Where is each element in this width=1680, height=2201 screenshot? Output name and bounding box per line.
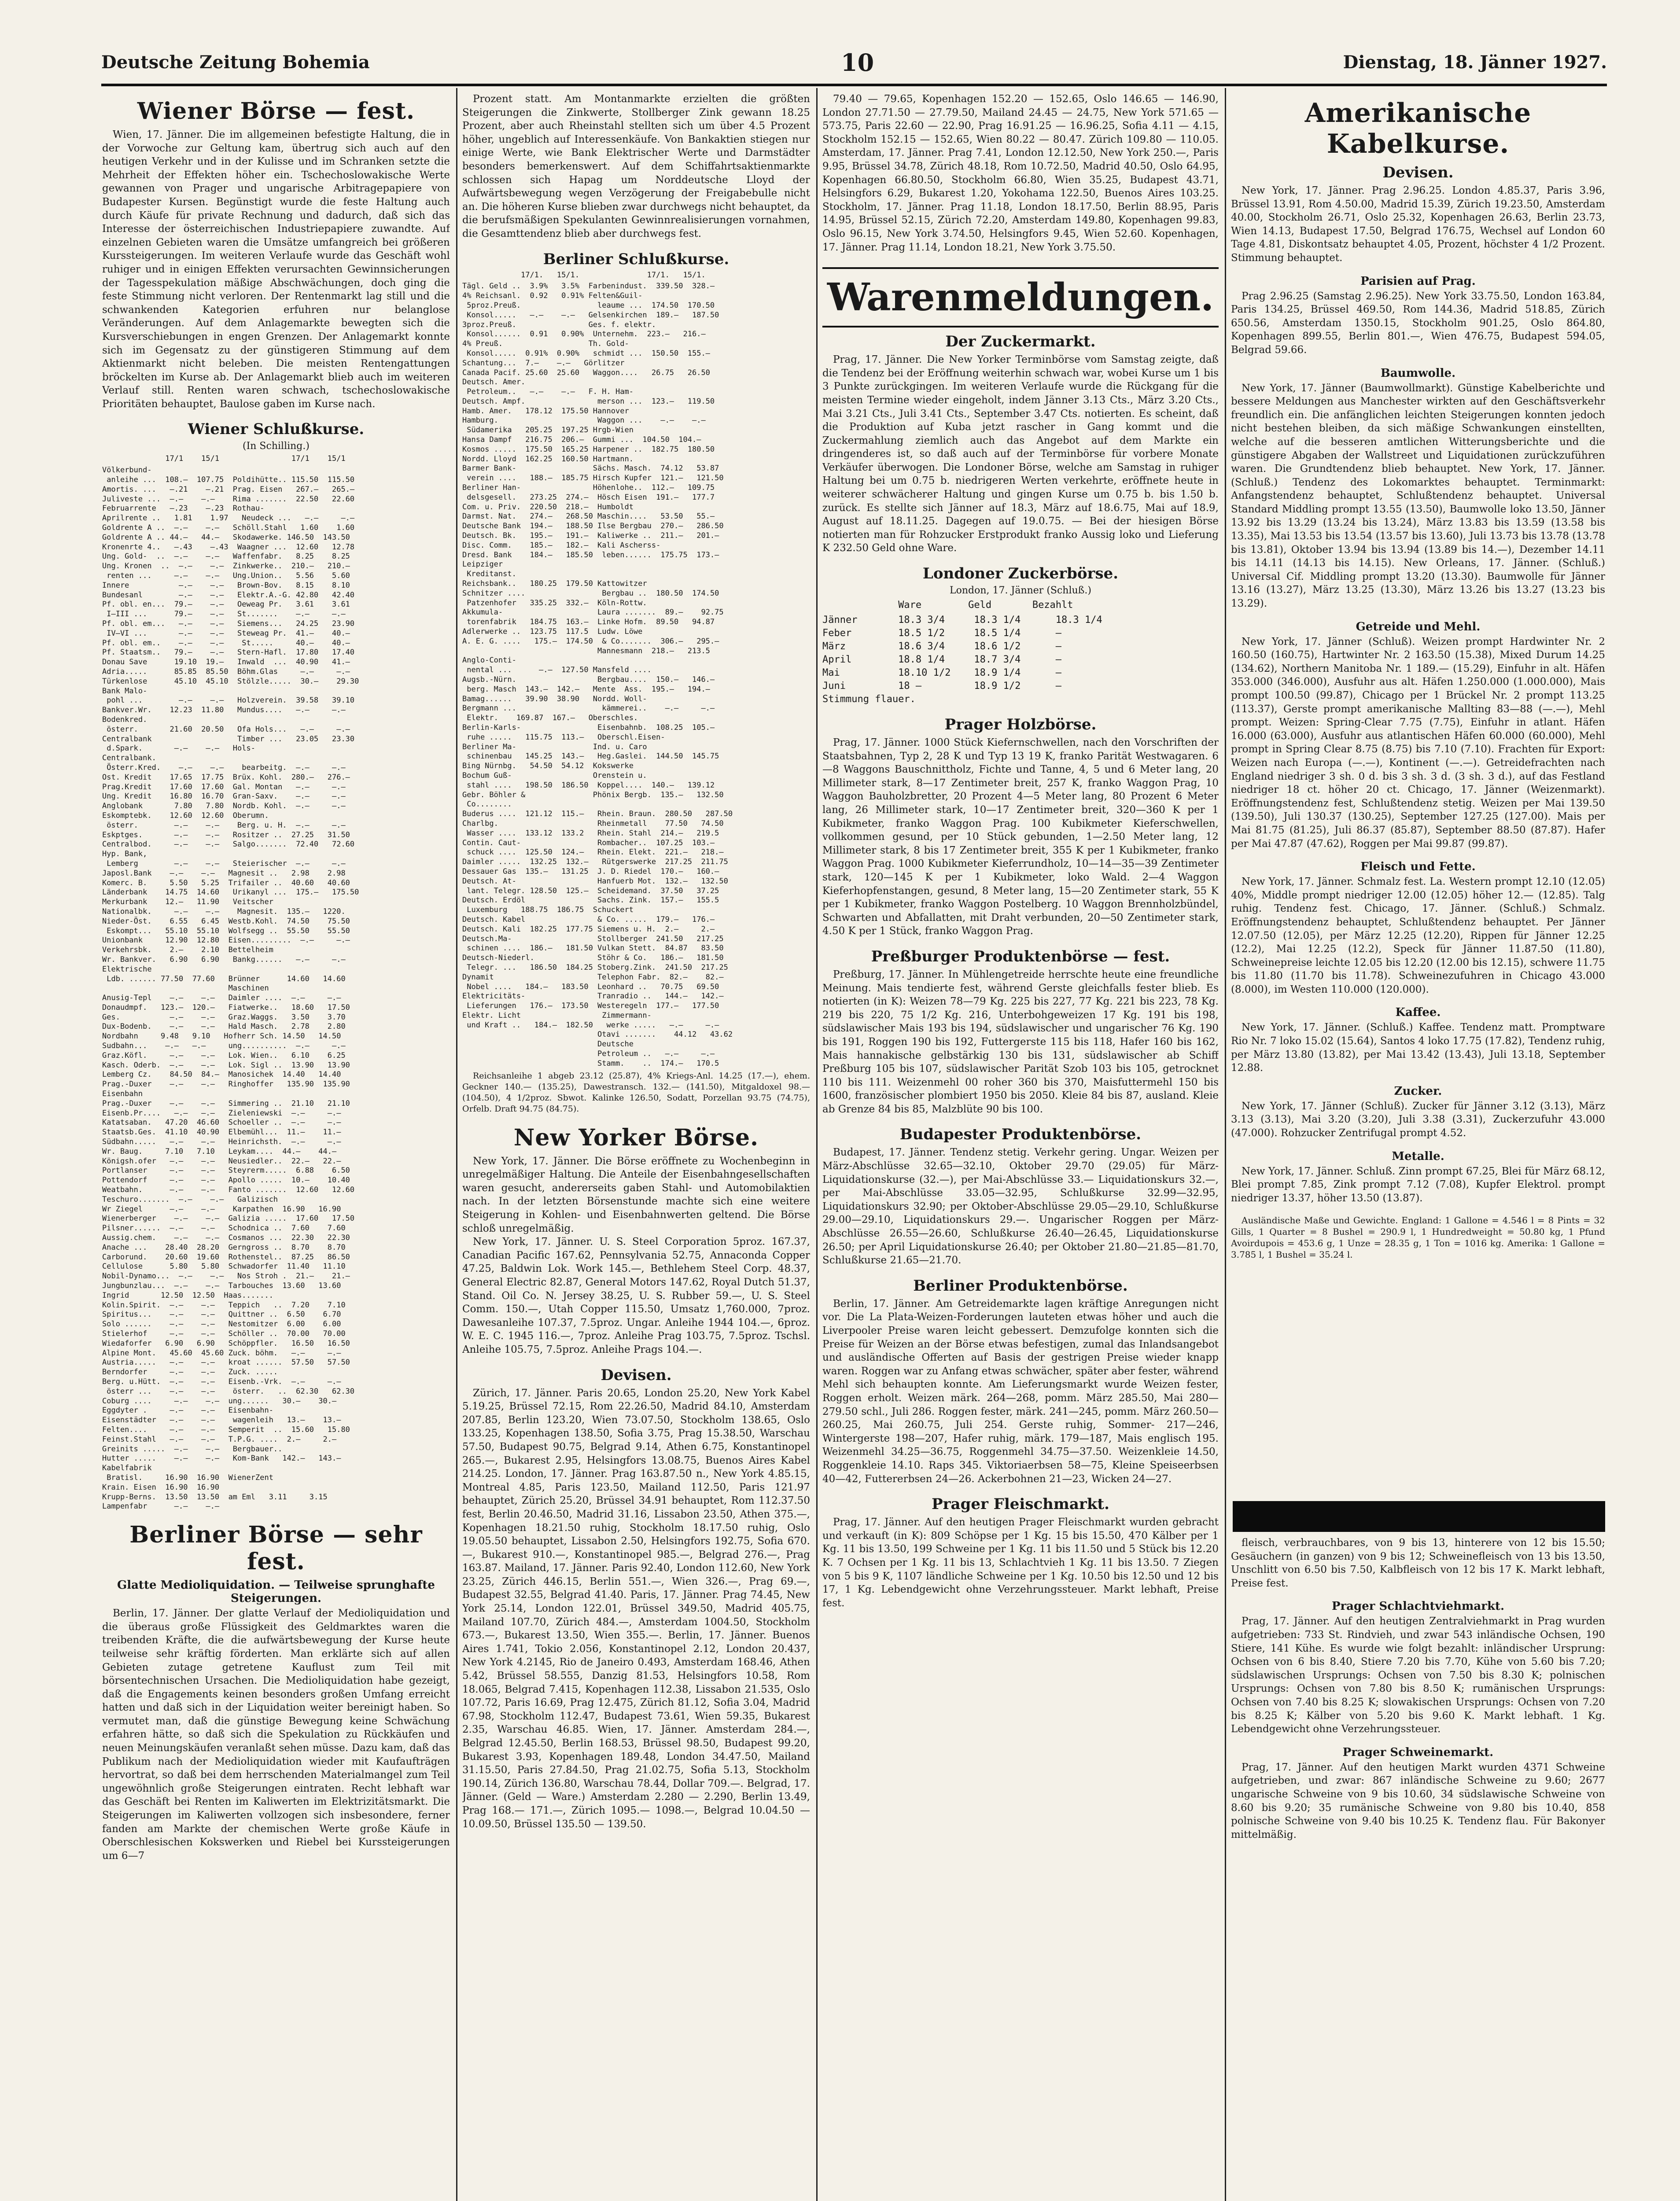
table-row: Jungbunzlau... —.— —.— Tarbouches 13.60 13.60: [102, 1281, 341, 1290]
masse-article: [1231, 1215, 1605, 1260]
table-row: Pilsner...... —.— —.— Schodnica .. 7.60 7.60: [102, 1224, 346, 1233]
table-row: Ingrid 12.50 12.50 Haas.......: [102, 1291, 283, 1300]
table-row: Prag.Kredit 17.60 17.60 Gal. Montan —.— —.—: [102, 782, 346, 791]
table-row: Mai 18.10 1/2 18.9 1/4 —: [822, 667, 1062, 679]
holz-heading: Prager Holzbörse.: [944, 716, 1097, 734]
table-row: Februarrente —.23 —.23 Rothau-: [102, 504, 291, 513]
table-row: schuck .... 125.50 124.— Rhein. Elekt. 221.— 218.—: [462, 848, 724, 857]
baumwolle-text: New York, 17. Jänner (Baumwollmarkt). Günstige Kabelberichte und bessere Meldungen aus Manchester wirkten auf den Geschäftsverkehr freundlich ein. Die anfänglichen leichten Steigerungen konnten jedoch nicht bestehen bleiben, da sich mäßige Schwankungen einstellten, welche auf die besseren amtlichen Witterungsberichte und die günstigere Abgaben der Wallstreet und Liquidationen zurückzuführen waren. Die Grundtendenz blieb behauptet. New York, 17. Jänner. (Schluß.) Tendenz des Lokomarktes behauptet. Terminmarkt: Anfangstendenz behauptet, Schlußtendenz behauptet. Universal Standard Middling prompt 13.55 (13.50), Baumwolle loko 13.50, Jänner 13.92 bis 13.29 (13.24 bis 13.24), März 13.83 bis 13.59 (13.58 bis 13.35), Mai 13.53 bis 13.54 (13.57 bis 13.60), Juli 13.73 bis 13.78 (13.78 bis 13.81), Oktober 13.94 bis 13.94 (13.89 bis 14.—), Dezember 14.11 bis 14.11 (14.13 bis 14.15). New Orleans, 17. Jänner. (Schluß.) Universal Cif. Middling prompt 13.20 (13.30). Baumwolle für Jänner 13.16 (13.27), März 13.25 (13.30), März 13.26 bis 13.27 (13.23 bis 13.29).: [1231, 382, 1605, 610]
pressburg-text: Preßburg, 17. Jänner. In Mühlengetreide herrschte heute eine freundliche Meinung. Mais tendierte fest, während Gerste gleichfalls fester blieb. Es notierten (in K): Weizen 78—79 Kg. 225 bis 227, 77 Kg. 221 bis 223, 78 Kg. 219 bis 220, 75 1/2 Kg. 216, Unterbohgeweizen 17 Kg. 191 bis 198, südslawischer Mais 193 bis 194, südslawischer und ungarischer 76 Kg. 190 bis 191, Roggen 190 bis 192, Futtergerste 115 bis 118, Hafer 160 bis 162, Mais hannakische gelbstärkig 130 bis 131, südslawischer ab Schiff Preßburg 105 bis 107, südslawischer Parität Szob 103 bis 105, getrocknet 110 bis 111. Weizenmehl 00 roher 360 bis 370, Maisfuttermehl 150 bis 1600, französischer plombiert 1950 bis 2050. Kleie 84 bis 87, ausland. Kleie ab Grenze 84 bis 85, Malzblüte 90 bis 100.: [822, 968, 1219, 1115]
table-row: Prag.-Duxer —.— —.— Ringhoffer 135.90 135.90: [102, 1080, 350, 1089]
table-row: Donaudmpf. 123.— 120.— Fiatwerke.. 18.60 17.50: [102, 1003, 350, 1012]
table-row: Berlin-Karls- Eisenbahnb. 108.25 105.—: [462, 723, 715, 732]
table-row: IV—VI ... —.— —.— Steweag Pr. 41.— 40.—: [102, 629, 350, 638]
paris-text: Prag 2.96.25 (Samstag 2.96.25). New York 33.75.50, London 163.84, Paris 134.25, Brüssel 469.50, Rom 144.36, Madrid 518.85, Zürich 650.56, Amsterdam 1350.15, Stockholm 901.25, Oslo 864.80, Kopenhagen 899.55, Berlin 801.—, Wien 476.75, Budapest 594.05, Belgrad 59.66.: [1231, 290, 1605, 356]
table-row: Berg. u.Hütt. —.— —.— Eisenb.-Vrk. —.— —.—: [102, 1377, 341, 1386]
table-row: Amortis. ... —.21 —.21 Prag. Eisen 267.— 265.—: [102, 485, 355, 494]
berlin-text: Berlin, 17. Jänner. Der glatte Verlauf der Medioliquidation und die überaus große Flüssigkeit des Geldmarktes waren die treibenden Kräfte, die die aufwärtsbewegung der Kurse heute teilweise sehr kräftig förderten. Man erklärte sich auf allen Gebieten zutage getretene Kauflust zum Teil mit börsentechnischen Ursachen. Die Medioliquidation habe gezeigt, daß die Engagements keinen besonders großen Umfang erreicht hatten und daß sich in der Liquidation weiter bereinigt haben. So vermutet man, daß die günstige Bewegung keine Schwächung erfahren hätte, so daß sich die Spekulation zu Rückkäufen und neuen Meinungskäufen veranlaßt sehen müsse. Dazu kam, daß das Publikum nach der Medioliquidation wieder mit Kaufaufträgen hervortrat, so daß bei dem herrschenden Materialmangel zum Teil ungewöhnlich große Steigerungen eintraten. Recht lebhaft war das Geschäft bei Renten im Kaliwerten im Elektrizitätsmarkt. Die Steigerungen im Kaliwerten vollzogen sich insbesondere, ferner fanden am Markte der chemischen Werte große Käufe in Oberschlesischen Kokswerken und Riebel bei Kurssteigerungen um 6—7: [102, 1608, 450, 1862]
page-number: 10: [841, 48, 874, 77]
table-row: Sudbahn... —.— —.— ung.......... —.— —.—: [102, 1042, 346, 1051]
fleisch-article: [822, 1495, 1219, 1610]
berlinprod-article: [822, 1277, 1219, 1486]
table-row: Ldb. ...... 77.50 77.60 Brünner 14.60 14.60: [102, 974, 346, 983]
table-row: Donau Save 19.10 19.— Inwald ... 40.90 41.—: [102, 658, 350, 667]
table-row: Bankver.Wr. 12.23 11.80 Mundus.... —.— —.—: [102, 706, 346, 715]
berlin-heading: Berliner Börse — sehr fest.: [129, 1521, 423, 1575]
table-row: Coburg .... —.— —.— ung...... 30.— 30.—: [102, 1396, 337, 1406]
table-header: Ware Geld Bezahlt: [822, 600, 1073, 611]
berlin-table-heading: Berliner Schlußkurse.: [543, 250, 729, 268]
table-row: Völkerbund-: [102, 466, 179, 475]
table-row: Unionbank 12.90 12.80 Eisen......... —.— —.—: [102, 936, 350, 945]
zucker-text: Prag, 17. Jänner. Die New Yorker Terminbörse vom Samstag zeigte, daß die Tendenz bei der Eröffnung weiterhin schwach war, wobei Kurse um 1 bis 3 Punkte zurückgingen. Im weiteren Verlaufe wurde die Rückgang für die meisten Termine wieder eingeholt, indem Jänner 3.13 Cts., März 3.20 Cts., Mai 3.21 Cts., Juli 3.41 Cts., September 3.47 Cts. notierten. Es scheint, daß die Produktion auf Kuba jetzt rascher in Gang kommt und die Zuckermahlung ziemlich auch das Angebot auf dem Markte ein dringenderes ist, so daß auch auf der Terminbörse für vorbere Monate Verkäufer überwogen. Die Londoner Börse, welche am Samstag in ruhiger Haltung bei um 0.75 b. niedrigeren Werten verkehrte, eröffnete heute in weiterer schwächerer Haltung und gingen Kurse um 0.75 b. bis 1.50 b. zurück. Es stellte sich Jänner auf 18.3, März auf 18.6.75, Mai auf 18.9, August auf 18.11.25. Dagegen auf 19.0.75. — Bei der hiesigen Börse notierten man für Rohzucker Erstprodukt franko Aussig loko und Lieferung K 232.50 Geld ohne Ware.: [822, 354, 1219, 554]
table-row: Bing Nürnbg. 54.50 54.12 Kokswerke: [462, 762, 638, 771]
table-row: Bamag...... 39.90 38.90 Nordd. Woll-: [462, 694, 647, 703]
getreide-heading: Getreide und Mehl.: [1356, 620, 1481, 633]
table-row: Schantung... 7.— —.— Görlitzer: [462, 358, 629, 368]
table-row: Austria..... —.— —.— kroat ...... 57.50 57.50: [102, 1358, 350, 1367]
london-subheading: London, 17. Jänner (Schluß.): [950, 585, 1091, 596]
column-divider: [816, 88, 818, 2201]
wien-heading: Wiener Börse — fest.: [137, 98, 415, 125]
metalle-heading: Metalle.: [1392, 1149, 1444, 1163]
table-row: schinen .... 186.— 181.50 Vulkan Stett. 84.87 83.50: [462, 944, 724, 953]
table-row: Japosl.Bank —.— —.— Magnesit .. 2.98 2.98: [102, 869, 346, 878]
table-row: Hansa Dampf 216.75 206.— Gummi ... 104.50 104.—: [462, 435, 701, 445]
column-divider: [1225, 88, 1226, 2201]
berlinprod-heading: Berliner Produktenbörse.: [913, 1277, 1128, 1295]
table-row: Pottendorf —.— —.— Apollo ..... 10.— 10.40: [102, 1176, 350, 1185]
devisen-text: Zürich, 17. Jänner. Paris 20.65, London 25.20, New York Kabel 5.19.25, Brüssel 72.15, Rom 22.26.50, Madrid 84.10, Amsterdam 207.85, Berlin 123.20, Wien 73.07.50, Stockholm 138.65, Oslo 133.25, Kopenhagen 138.50, Sofia 3.75, Prag 15.38.50, Warschau 57.50, Budapest 90.75, Belgrad 9.14, Athen 6.75, Konstantinopel 265.—, Bukarest 2.95, Helsingfors 13.08.75, Buenos Aires Kabel 214.25. London, 17. Jänner. Prag 163.87.50 n., New York 4.85.15, Montreal 4.85, Paris 123.50, Mailand 112.50, Paris 121.97 behauptet, Zürich 25.20, Brüssel 34.91 behauptet, Rom 112.37.50 fest, Berlin 20.46.50, Madrid 31.16, Lissabon 23.50, Athen 375.—, Kopenhagen 18.21.50 ruhig, Stockholm 18.17.50 ruhig, Oslo 19.05.50 behauptet, Lissabon 2.50, Helsingfors 192.75, Sofia 670.—, Bukarest 910.—, Konstantinopel 985.—, Belgrad 276.—, Prag 163.87. Mailand, 17. Jänner. Paris 92.40, London 112.60, New York 23.25, Zürich 446.15, Berlin 551.—, Wien 326.—, Prag 69.—, Budapest 32.55, Belgrad 41.40. Paris, 17. Jänner. Prag 74.45, New York 25.14, London 122.01, Brüssel 349.50, Madrid 405.75, Mailand 107.70, Zürich 484.—, Amsterdam 1004.50, Stockholm 673.—, Bukarest 13.50, Wien 355.—. Berlin, 17. Jänner. Buenos Aires 1.741, Tokio 2.056, Konstantinopel 2.12, London 20.437, New York 4.2145, Rio de Janeiro 0.493, Amsterdam 168.46, Athen 5.42, Brüssel 58.555, Danzig 81.53, Helsingfors 10.58, Rom 18.065, Belgrad 7.415, Kopenhagen 112.38, Lissabon 21.535, Oslo 107.72, Paris 16.69, Prag 12.475, Zürich 81.12, Sofia 3.04, Madrid 67.98, Stockholm 112.47, Budapest 73.61, Wien 59.35, Bukarest 2.35, Warschau 46.85. Wien, 17. Jänner. Amsterdam 284.—, Belgrad 12.45.50, Berlin 168.53, Brüssel 98.50, Budapest 99.20, Bukarest 3.93, Kopenhagen 189.48, London 34.47.50, Mailand 31.15.50, Paris 27.84.50, Prag 21.02.75, Sofia 5.13, Stockholm 190.14, Zürich 136.80, Warschau 78.44, Dollar 709.—. Belgrad, 17. Jänner. (Geld — Ware.) Amsterdam 2.280 — 2.290, Berlin 13.49, Prag 168.— 171.—, Zürich 1095.— 1098.—, Belgrad 10.04.50 — 10.09.50, Brüssel 135.50 — 139.50.: [462, 1387, 810, 1830]
table-row: Bank Malo-: [102, 686, 174, 696]
table-row: Wiedaforfer 6.90 6.90 Schöppfler. 16.50 16.50: [102, 1339, 350, 1348]
table-row: Bundesanl —.— —.— Elektr.A.-G. 42.80 42.40: [102, 590, 355, 600]
table-row: Kronenrte 4.. —.43 —.43 Waagner ... 12.60 12.78: [102, 542, 355, 552]
table-row: 3proz.Preuß. Ges. f. elektr.: [462, 320, 656, 329]
table-row: Pf. obl. en... 79.— —.— Oeweag Pr. 3.61 3.61: [102, 600, 350, 609]
warenmeldungen-heading: Warenmeldungen.: [822, 267, 1219, 328]
table-row: Wasser .... 133.12 133.2 Rhein. Stahl 214.— 219.5: [462, 828, 719, 838]
table-row: Eskompt... 55.10 55.10 Wolfsegg .. 55.50 55.50: [102, 926, 350, 935]
baumwolle-heading: Baumwolle.: [1380, 366, 1456, 380]
table-row: Bratisl. 16.90 16.90 WienerZent: [102, 1473, 283, 1482]
schlachtvieh-heading: Prager Schlachtviehmarkt.: [1331, 1600, 1505, 1613]
table-row: Carborund. 20.60 19.60 Rothenstel.. 87.25 86.50: [102, 1252, 350, 1262]
berlinprod-text: Berlin, 17. Jänner. Am Getreidemarkte lagen kräftige Anregungen nicht vor. Die La Plata-Weizen-Forderungen lauteten etwas höher und auch die Liverpooler Preise waren leicht gebessert. Demzufolge konnten sich die Preise für Weizen an der Börse etwas befestigen, zumal das Inlandsangebot und ausländische Offerten auf Basis der gestrigen Preise wieder knapp waren. Roggen war zu Anfang etwas schwächer, später aber fester, während Mehl sich behaupten konnte. Am Lieferungsmarkt wurde Weizen fester, Roggen erholt. Weizen märk. 264—268, pomm. März 285.50, Mai 280—279.50 schl., Juli 286. Roggen fester, märk. 241—245, pomm. März 260.50—260.25, Mai 260.75, Juli 254. Gerste ruhig, Sommer- 217—246, Wintergerste 198—207, Hafer ruhig, märk. 179—187, Mais englisch 195. Weizenmehl 34.25—36.75, Roggenmehl 34.75—37.50. Weizenkleie 14.50, Roggenkleie 14.10. Raps 345. Viktoriaerbsen 58—75, Kleine Speiseerbsen 40—42, Futtererbsen 24—26. Ackerbohnen 21—23, Wicken 24—27.: [822, 1298, 1219, 1485]
table-row: A. E. G. .... 175.— 174.50 & Co....... 306.— 295.—: [462, 637, 719, 646]
table-row: Petroleum .. —.— —.—: [462, 1049, 715, 1059]
table-row: Patzenhofer 335.25 332.— Köln-Rottw.: [462, 598, 656, 607]
table-row: Otavi ....... 44.12 43.62: [462, 1030, 733, 1039]
berlin-continuation: [462, 92, 810, 241]
devisen-heading: Devisen.: [601, 1366, 672, 1384]
table-row: Kasch. Oderb. —.— —.— Lok. Sigl .. 13.90 13.90: [102, 1060, 350, 1070]
wien-table-section: [102, 420, 450, 1512]
table-row: Konsol..... —.— —.— Gelsenkirchen 189.— 187.50: [462, 310, 719, 320]
baumwolle-article: [1231, 367, 1605, 611]
table-row: Wienerberger —.— —.— Galizia ..... 17.60 17.50: [102, 1214, 355, 1223]
table-row: ruhe ..... 115.75 113.— Oberschl.Eisen-: [462, 732, 665, 742]
berlin-table: [462, 282, 810, 1068]
getreide-text: New York, 17. Jänner (Schluß). Weizen prompt Hardwinter Nr. 2 160.50 (160.75), Hartwinter Nr. 2 163.50 (15.38), Mixed Durum 14.25 (134.62), Northern Manitoba Nr. 1 189.— (15.29), Einfuhr in alt. Häfen 353.000 (346.000), Ausfuhr aus alt. Häfen 1.250.000 (1.000.000), Mais prompt 100.50 (99.87), Chicago per 1 Brückel Nr. 2 prompt 113.25 (113.37), Gerste prompt amerikanische Mallting 83—88 (—.—), Mehl prompt. Weizen: Spring-Clear 7.75 (7.75), Einfuhr in atlant. Häfen 16.000 (63.000), Ausfuhr aus atlantischen Häfen 60.000 (60.000), Mehl prompt in Spring Clear 8.75 (8.75) bis 7.10 (7.10). Frachten für Export: Weizen nach Europa (—.—), Kontinent (—.—). Getreidefrachten nach England niedriger 3 sh. 0 d. bis 3 sh. 3 d. (3 sh. 3 d.), auf das Festland niedriger 18 ct. höher 20 ct. Chicago, 17. Jänner (Weizenmarkt). Eröffnungstendenz fest, Schlußtendenz stetig. Weizen per Mai 139.50 (139.50), Juli 130.37 (130.25), September 127.25 (127.00). Mais per Mai 81.75 (81.25), Juli 86.37 (85.87), September 88.50 (87.87). Hafer per Mai 47.87 (47.62), Roggen per Mai 99.87 (99.87).: [1231, 636, 1605, 850]
table-row: Nobil-Dynamo... —.— —.— Nos Stroh . 21.— 21.—: [102, 1272, 350, 1281]
getreide-article: [1231, 620, 1605, 851]
devisen-ny-heading: Devisen.: [1382, 164, 1454, 181]
table-row: Buderus .... 121.12 115.— Rhein. Braun. 280.50 287.50: [462, 810, 733, 819]
table-row: Kosmos ..... 175.50 165.25 Harpener .. 182.75 180.50: [462, 445, 715, 454]
table-row: Wr Ziegel —.— —.— Karpathen 16.90 16.90: [102, 1204, 341, 1214]
table-row: Contin. Caut- Rombacher.. 107.25 103.—: [462, 838, 715, 847]
header-rule: [101, 84, 1607, 86]
table-row: verein .... 188.— 185.75 Hirsch Kupfer 121.— 121.50: [462, 474, 724, 483]
table-row: Deutsch.Ma- Stollberger 241.50 217.25: [462, 934, 724, 943]
table-row: Pf. Staatsm.. 79.— —.— Stern-Hafl. 17.80 17.40: [102, 648, 355, 657]
table-row: Staatsb.Ges. 41.10 40.90 Elbemühl... 11.— 11.—: [102, 1128, 341, 1137]
table-row: Weatbahn. —.— —.— Fanto ....... 12.60 12.60: [102, 1185, 355, 1195]
table-row: Juliveste ... —.— —.— Rima ....... 22.50 22.60: [102, 494, 355, 504]
devisen-ny-article: [1231, 164, 1605, 265]
table-row: Nationalbk. —.— —.— Magnesit. 135.— 1220.: [102, 907, 346, 916]
table-row: Eggdyter . —.— —.— Eisenbahn-: [102, 1406, 283, 1415]
table-row: Juni 18 — 18.9 1/2 —: [822, 681, 1062, 692]
table-row: Com. u. Priv. 220.50 218.— Humboldt: [462, 502, 647, 512]
devisen-ny-text: New York, 17. Jänner. Prag 2.96.25. London 4.85.37, Paris 3.96, Brüssel 13.91, Rom 4.50.00, Madrid 15.39, Zürich 19.23.50, Amsterdam 40.00, Stockholm 26.71, Oslo 25.32, Kopenhagen 26.63, Berlin 23.73, Wien 14.13, Budapest 17.50, Belgrad 176.75, Wechsel auf London 60 Tage 4.81, Diskontsatz behauptet 4.05, Prozent, höchster 4 1/2 Prozent. Stimmung behauptet.: [1231, 185, 1605, 264]
table-row: Berliner Ma- Ind. u. Caro: [462, 742, 647, 751]
kaffee-article: [1231, 1006, 1605, 1075]
zucker-heading: Der Zuckermarkt.: [945, 333, 1096, 351]
table-row: Felten.... —.— —.— Semperit .. 15.60 15.80: [102, 1425, 350, 1434]
table-row: Ost. Kredit 17.65 17.75 Brüx. Kohl. 280.— 276.—: [102, 773, 350, 782]
wien-text: Wien, 17. Jänner. Die im allgemeinen befestigte Haltung, die in der Vorwoche zur Geltung kam, übertrug sich auch auf den heutigen Verkehr und in der Kulisse und im Schranken setzte die Mehrheit der Effekten höher ein. Tschechoslowakische Werte gewannen von Prager und ungarische Arbitragepapiere von Budapester Kursen. Begünstigt wurde die feste Haltung auch durch Käufe für private Rechnung und dadurch, daß sich das Interesse der österreichischen Industriepapiere zuwandte. Auf einzelnen Gebieten waren die Umsätze umfangreich bei größeren Kurssteigerungen. Im weiteren Verlaufe wurde das Geschäft wohl ruhiger und in einigen Effekten verursachten Gewinnsicherungen der Tagesspekulation mäßige Abschwächungen, doch ging die feste Stimmung nicht verloren. Der Rentenmarkt lag still und die schwankenden Kategorien erfuhren nur belanglose Veränderungen. Auf dem Anlagemarkte bewegten sich die Kursverschiebungen in engen Grenzen. Der Anlagemarkt konnte sich im Gegensatz zu der günstigeren Stimmung auf dem Aktienmarkt nicht beleben. Die meisten Rentengattungen bröckelten im Kurse ab. Der Anlagemarkt blieb auch im weiteren Verlauf still. Renten waren schwach, tschechoslowakische Prioritäten behauptet, Baulose gaben im Kurse nach.: [102, 129, 450, 410]
table-row: Deutsch. Erdöl Sachs. Zink. 157.— 155.5: [462, 896, 719, 905]
table-row: Berndorfer —.— —.— Zuck. .....: [102, 1368, 283, 1377]
table-row: Greinits ..... —.— —.— Bergbauer..: [102, 1444, 287, 1454]
london-heading: Londoner Zuckerbörse.: [922, 565, 1119, 583]
table-row: berg. Masch 143.— 142.— Mente Ass. 195.— 194.—: [462, 685, 710, 694]
berlin-table-section: [462, 250, 810, 1115]
table-row: Barmer Bank- Sächs. Masch. 74.12 53.87: [462, 464, 719, 473]
table-row: Teschuro....... —.— —.— Galizisch: [102, 1195, 291, 1204]
table-row: Hamburg. Waggon ... —.— —.—: [462, 416, 706, 425]
issue-date: Dienstag, 18. Jänner 1927.: [1343, 52, 1607, 73]
wien-table-subheading: (In Schilling.): [243, 441, 309, 452]
table-row: Konsol...... 0.91 0.90% Unternehm. 223.— 216.—: [462, 330, 706, 339]
table-row: Disc. Comm. 185.— 182.— Kali Ascherss-: [462, 541, 661, 550]
schwein-heading: Prager Schweinemarkt.: [1342, 1745, 1494, 1759]
table-row: Augsb.-Nürn. Bergbau.... 150.— 146.—: [462, 675, 715, 684]
table-row: Aprilrente .. 1.81 1.97 Neudeck ... —.— —.—: [102, 514, 355, 523]
table-row: Eisenstädter —.— —.— wagenleih 13.— 13.—: [102, 1416, 341, 1425]
fleisch-continuation-text: fleisch, verbrauchbares, von 9 bis 13, hinterere von 12 bis 15.50; Gesäuchern (in ganzen) von 9 bis 12; Schweinefleisch von 13 bis 13.50, Unschlitt von 6.50 bis 7.50, Kalbfleisch von 12 bis 17 K. Markt lebhaft, Preise fest.: [1231, 1537, 1605, 1589]
table-row: Leipziger: [462, 560, 508, 569]
masse-text: Ausländische Maße und Gewichte. England: 1 Gallone = 4.546 l = 8 Pints = 32 Gills, 1 Quarter = 8 Bushel = 290.9 l, 1 Hundredweight = 50.80 kg, 1 Pfund Avoirdupois = 453.6 g, 1 Unze = 28.35 g, 1 Ton = 1016 kg. Amerika: 1 Gallone = 3.785 l, 1 Bushel = 35.24 l.: [1231, 1215, 1605, 1260]
table-row: März 18.6 3/4 18.6 1/2 —: [822, 641, 1062, 652]
table-row: Gebr. Böhler & Phönix Bergb. 135.— 132.50: [462, 790, 724, 799]
table-row: Portlanser —.— —.— Steyrerm..... 6.88 6.50: [102, 1166, 350, 1175]
table-row: Anglobank 7.80 7.80 Nordb. Kohl. —.— —.—: [102, 802, 346, 811]
black-bar: [1233, 1501, 1605, 1532]
table-row: Jänner 18.3 3/4 18.3 1/4 18.3 1/4: [822, 615, 1102, 626]
table-row: Prag.-Duxer —.— —.— Simmering .. 21.10 21.10: [102, 1099, 350, 1108]
table-row: Deutsch. At- Hanfuerb Mot. 132.— 132.50: [462, 876, 728, 886]
table-row: 5proz.Preuß. leaume ... 174.50 170.50: [462, 301, 715, 310]
fleisch-heading: Prager Fleischmarkt.: [932, 1495, 1109, 1513]
table-row: Berliner Han- Höhenlohe.. 112.— 109.75: [462, 483, 715, 493]
table-row: Verkehrsbk. 2.— 2.10 Bettelheim: [102, 946, 287, 955]
fleisch-continuation: [1231, 1536, 1605, 1590]
table-row: Hutter ..... —.— —.— Kom-Bank 142.— 143.—: [102, 1454, 341, 1463]
paris-heading: Parisien auf Prag.: [1360, 274, 1476, 288]
table-row: Konsol..... 0.91% 0.90% schmidt ... 150.50 155.—: [462, 349, 710, 358]
table-row: Pf. obl. em... —.— —.— Siemens... 24.25 23.90: [102, 619, 355, 629]
berlin-continuation-text: Prozent statt. Am Montanmarkte erzielten die größten Steigerungen die Zinkwerte, Stollberger Zink gewann 18.25 Prozent, aber auch Rheinstahl stellten sich um über 4.5 Prozent höher, ungeblich auf Interessenkäufe. Von Bankaktien stiegen nur einige Werte, wie Bank Elektrischer Werte und Darmstädter besonders bemerkenswert. Auf dem Schiffahrtsaktienmarkte schlossen sich Hapag um Norddeutsche Lloyd der Aufwärtsbewegung wegen Verzögerung der Freigabebulle nicht an. Die höheren Kurse blieben zwar durchwegs nicht behauptet, da die berufsmäßigen Spekulanten Gewinnrealisierungen vornahmen, die Gesamttendenz blieb aber durchwegs fest.: [462, 93, 810, 239]
fleisch-fette-heading: Fleisch und Fette.: [1360, 860, 1476, 874]
table-row: Elektricitäts- Tranradio .. 144.— 142.—: [462, 992, 724, 1001]
table-row: Alpine Mont. 45.60 45.60 Zuck. böhm. —.— —.—: [102, 1348, 341, 1358]
table-row: Ung. Kronen .. —.— —.— Zinkwerke.. 210.— 210.—: [102, 562, 350, 571]
wien-table-heading: Wiener Schlußkurse.: [188, 420, 365, 438]
newyork-article: [462, 1124, 810, 1357]
table-row: Merkurbank 12.— 11.90 Veitscher: [102, 898, 291, 907]
table-row: Anache ... 28.40 28.20 Gerngross .. 8.70 8.70: [102, 1243, 346, 1252]
column-2: [462, 92, 810, 2201]
table-row: Nordd. Lloyd 162.25 160.50 Hartmann.: [462, 454, 647, 464]
table-row: Innere —.— —.— Brown-Bov. 8.15 8.10: [102, 581, 350, 590]
table-row: österr ... —.— —.— österr. .. 62.30 62.30: [102, 1387, 355, 1396]
kaffee-text: New York, 17. Jänner. (Schluß.) Kaffee. Tendenz matt. Promptware Rio Nr. 7 loko 15.02 (15.64), Santos 4 loko 17.75 (17.82), Tendenz ruhig, per März 13.80 (13.82), per Mai 13.42 (13.43), Juli 13.18, September 12.88.: [1231, 1022, 1605, 1074]
table-row: Centralbank Timber ... 23.05 23.30: [102, 734, 355, 743]
table-row: Südamerika 205.25 197.25 Hrgb-Wien: [462, 426, 634, 435]
table-row: Deutsche: [462, 1040, 634, 1049]
table-row: Nordbahn 9.48 9.10 Hofherr Sch. 14.50 14.50: [102, 1032, 341, 1041]
budapest-article: [822, 1126, 1219, 1267]
table-row: Ung. Gold- .. —.— —.— Waffenfabr. 8.25 8.25: [102, 552, 350, 561]
table-row: Darmst. Nat. 274.— 268.50 Maschin.... 53.50 55.—: [462, 512, 715, 521]
table-row: Cellulose 5.80 5.80 Schwadorfer 11.40 11.10: [102, 1262, 346, 1271]
table-row: Centralbank.: [102, 754, 174, 763]
table-row: Petroleum.. —.— —.— F. H. Ham-: [462, 387, 634, 397]
table-row: stahl .... 198.50 186.50 Koppel.... 140.— 139.12: [462, 780, 715, 790]
berlin-article: [102, 1521, 450, 1862]
budapest-heading: Budapester Produktenbörse.: [899, 1126, 1142, 1144]
table-row: Dux-Bodenb. —.— —.— Hald Masch. 2.78 2.80: [102, 1022, 346, 1031]
column-1: [102, 92, 450, 2201]
table-row: Elektrische: [102, 964, 166, 974]
newyork-heading: New Yorker Börse.: [513, 1124, 759, 1151]
column-divider: [456, 88, 457, 2201]
wien-table: [102, 466, 450, 1512]
pressburg-heading: Preßburger Produktenbörse — fest.: [871, 947, 1170, 965]
table-row: Ung. Kredit 16.80 16.70 Gran-Saxv. —.— —.—: [102, 792, 346, 801]
table-row: anleihe ... 108.— 107.75 Poldihütte.. 115.50 115.50: [102, 475, 355, 485]
table-row: Luxemburg 188.75 186.75 Schuckert: [462, 905, 634, 915]
table-row: Nieder-Öst. 6.55 6.45 Westb.Kohl. 74.50 75.50: [102, 916, 350, 926]
newspaper-name: Deutsche Zeitung Bohemia: [101, 52, 370, 73]
table-row: Adlerwerke .. 123.75 117.5 Ludw. Löwe: [462, 627, 647, 637]
table-row: Akkumula- Laura ....... 89.— 92.75: [462, 608, 724, 617]
table-row: Mannesmann 218.— 213.5: [462, 646, 710, 655]
table-row: Elektr. 169.87 167.— Oberschles.: [462, 714, 638, 723]
table-row: und Kraft .. 184.— 182.50 werke ..... —.— —.—: [462, 1020, 719, 1030]
table-row: Deutsch. Kabel & Co. ..... 179.— 176.—: [462, 915, 715, 924]
table-row: Lampenfabr —.— —.—: [102, 1502, 228, 1511]
table-row: Lemberg —.— —.— Steierischer —.— —.—: [102, 859, 346, 868]
table-row: Spiritus... —.— —.— Quittner .. 6.50 6.70: [102, 1310, 341, 1319]
schlachtvieh-text: Prag, 17. Jänner. Auf den heutigen Zentralviehmarkt in Prag wurden aufgetrieben: 733 St. Rindvieh, und zwar 543 inländische Ochsen, 190 Stiere, 141 Kühe. Es wurde wie folgt bezahlt: inländischer Ursprung: Ochsen von 6 bis 8.40, Stiere 7.20 bis 7.70, Kühe von 5.60 bis 7.20; südslawischen Ursprungs: Ochsen von 7.50 bis 8.30 K; polnischen Ursprungs: Ochsen von 7.80 bis 8.50 K; rumänischen Ursprungs: Ochsen von 7.40 bis 8.25 K; slowakischen Ursprungs: Ochsen von 7.20 bis 8.25 K; Kälber von 5.20 bis 9.60 K. Markt lebhaft. 1 Kg. Lebendgewicht ohne Verzehrungssteuer.: [1231, 1616, 1605, 1735]
table-row: Elektr. Licht Zimmermann-: [462, 1011, 652, 1020]
zucker-ny-text: New York, 17. Jänner (Schluß). Zucker für Jänner 3.12 (3.13), März 3.13 (3.13), Mai 3.20 (3.20), Juli 3.38 (3.31), Zuckerzufuhr 43.000 (47.000). Rohzucker Zentrifugal prompt 4.52.: [1231, 1100, 1605, 1139]
table-row: delsgesell. 273.25 274.— Hösch Eisen 191.— 177.7: [462, 493, 715, 502]
table-row: I—III ... 79.— —.— St....... —.— —.—: [102, 610, 346, 619]
table-row: Eisenbahn: [102, 1089, 170, 1099]
table-row: Deutsche Bank 194.— 188.50 Ilse Bergbau 270.— 286.50: [462, 522, 724, 531]
column-4-lower: [1231, 1536, 1605, 2201]
table-row: Stielerhof —.— —.— Schöller .. 70.00 70.00: [102, 1329, 346, 1338]
devisen-article: [462, 1366, 810, 1831]
holz-article: [822, 716, 1219, 938]
table-row: 4% Preuß. Th. Gold-: [462, 339, 629, 349]
table-row: Anglo-Conti-: [462, 656, 530, 665]
table-row: Königsh.ofer —.— —.— Neusiedler.. 22.— 22.—: [102, 1156, 341, 1166]
table-row: Kolin.Spirit. —.— —.— Teppich .. 7.20 7.10: [102, 1300, 346, 1310]
table-row: Hamb. Amer. 178.12 175.50 Hannover: [462, 406, 629, 416]
table-row: Solo ...... —.— —.— Nestomitzer 6.00 6.00: [102, 1320, 341, 1329]
berlin-subheading: Glatte Medioliquidation. — Teilweise sprunghafte Steigerungen.: [117, 1579, 435, 1605]
newyork-text-1: New York, 17. Jänner. Die Börse eröffnete zu Wochenbeginn in unregelmäßiger Haltung. Die Anteile der Eisenbahngesellschaften waren gesucht, andererseits gaben Stahl- und Automobilaktien nach. In der letzten Börsenstunde machte sich eine weitere Steigerung in Kohlen- und Eisenbahnwerten geltend. Die Börse schloß unregelmäßig.: [462, 1155, 810, 1234]
fleisch-fette-article: [1231, 860, 1605, 996]
holz-text: Prag, 17. Jänner. 1000 Stück Kiefernschwellen, nach den Vorschriften der Staatsbahnen, Typ 2, 28 K und Typ 13 19 K, franko Parität Westwagaren. 6—8 Waggons Bauschnittholz, Fichte und Tanne, 4, 5 und 6 Meter lang, 20 Millimeter stark, 8—17 Zentimeter breit, 257 K, franko Waggon Prag, 10 Waggon Bauholzbretter, 20 Prozent 4—5 Meter lang, 80 Prozent 6 Meter lang, 26 Millimeter stark, 10—17 Zentimeter breit, 320—360 K per 1 Kubikmeter, franko Waggon Prag. 100 Kubikmeter Kieferschwellen, vollkommen gesund, per 10 Stück gebunden, 1—2.50 Meter lang, 12 Millimeter stark, 8 bis 17 Zentimeter breit, 355 K per 1 Kubikmeter, franko Waggon Prag. 1000 Kubikmeter Kieferrundholz, 10—14—35—39 Zentimeter stark, 120—145 K per 1 Kubikmeter, loko Wald. 2—4 Waggon Kieferhopfenstangen, gesund, 8 Meter lang, 15—20 Zentimeter stark, 55 K per 1 Kubikmeter, franko Waggon Postelberg. 10 Waggon Brennholzbündel, Schwarten und Abfallatten, mit Draht verbunden, 20—50 Zentimeter stark, 4.50 K per 1 Stück, franko Waggon Prag.: [822, 737, 1219, 937]
table-row: Eisenb.Pr.... —.— —.— Zieleniewski —.— —.—: [102, 1108, 341, 1118]
table-row: Kreditanst.: [462, 570, 530, 579]
table-row: Deutsch-Niederl. Stöhr & Co. 186.— 181.50: [462, 953, 724, 963]
table-row: Graz.Köfl. —.— —.— Lok. Wien.. 6.10 6.25: [102, 1051, 346, 1060]
table-row: torenfabrik 184.75 163.— Linke Hofm. 89.50 94.87: [462, 618, 715, 627]
table-row: Deutsch. Amer.: [462, 378, 526, 387]
table-row: Daimler ..... 132.25 132.— Rütgerswerke 217.25 211.75: [462, 858, 728, 867]
table-row: Wr. Baug. 7.10 7.10 Leykam.... 44.— 44.—: [102, 1147, 337, 1156]
table-row: Telegr. ... 186.50 184.25 Stoberg.Zink. 241.50 217.25: [462, 963, 728, 972]
table-row: 4% Reichsanl. 0.92 0.91% Felten&Guil-: [462, 291, 643, 301]
table-row: Eskptges. —.— —.— Rositzer .. 27.25 31.50: [102, 830, 350, 839]
budapest-text: Budapest, 17. Jänner. Tendenz stetig. Verkehr gering. Ungar. Weizen per März-Abschlüsse 32.65—32.10, Oktober 29.70 (29.05) für März-Liquidationskurse (32.—), per Mai-Abschlüsse 33.— Liquidationskurs 32.—, per Mai-Abschlüsse 33.05—32.95, Schlußkurse 32.99—32.95, Liquidationskurs 32.90; per Oktober-Abschlüsse 29.05—29.10, Schlußkurse 29.00—29.10, Liquidationskurs 29.—. Ungarischer Roggen per März-Abschlüsse 26.55—26.60, Schlußkurse 26.40—26.45, Liquidationskurse 26.50; per April Liquidationskurse 26.40; per Oktober 21.80—21.85—81.70, Schlußkurse 21.65—21.70.: [822, 1147, 1219, 1266]
table-row: Krain. Eisen 16.90 16.90: [102, 1483, 228, 1492]
fleisch-fette-text: New York, 17. Jänner. Schmalz fest. La. Western prompt 12.10 (12.05) 40%, Middle prompt niedriger 12.00 (12.05) höher 12.— (12.85). Talg ruhig. Tendenz fest. Chicago, 17. Jänner. (Schluß.) Schmalz. Eröffnungstendenz behauptet, Schlußtendenz behauptet. Per Jänner 12.07.50 (12.05), per März 12.25 (12.20), Rippen für Jänner 12.25 (12.2), Mai 12.25 (12.2), Speck für Jänner 11.87.50 (11.80), Schweinepreise leichte 12.05 bis 12.20 (12.00 bis 12.15), schwere 11.75 bis 11.80 (11.70 bis 11.78). Schweinezufuhren in Chicago 43.000 (8.000), im Westen 110.000 (120.000).: [1231, 876, 1605, 995]
table-row: nental ... —.— 127.50 Mansfeld ....: [462, 666, 652, 675]
table-row: Ges. —.— —.— Graz.Waggs. 3.50 3.70: [102, 1012, 346, 1022]
devisen-continuation-text: 79.40 — 79.65, Kopenhagen 152.20 — 152.65, Oslo 146.65 — 146.90, London 27.71.50 — 27.79.50, Mailand 24.45 — 24.75, New York 571.65 — 573.75, Paris 22.60 — 22.90, Prag 16.91.25 — 16.96.25, Sofia 4.11 — 4.15, Stockholm 152.15 — 152.65, Wien 80.22 — 80.47. Zürich 109.80 — 110.05. Amsterdam, 17. Jänner. Prag 7.41, London 12.12.50, New York 250.—, Paris 9.95, Brüssel 34.78, Zürich 48.18, Rom 10.72.50, Madrid 40.50, Oslo 64.95, Kopenhagen 66.80.50, Stockholm 66.80, Wien 35.25, Budapest 43.71, Helsingfors 6.29, Bukarest 1.20, Yokohama 122.50, Buenos Aires 103.25. Stockholm, 17. Jänner. Prag 11.18, London 18.17.50, Berlin 88.95, Paris 14.95, Brüssel 52.15, Zürich 72.20, Amsterdam 149.80, Kopenhagen 99.83, Oslo 96.15, New York 3.74.50, Helsingfors 9.45, Wien 52.60. Kopenhagen, 17. Jänner. Prag 11.14, London 18.21, New York 3.75.50.: [822, 93, 1219, 253]
schlachtvieh-article: [1231, 1600, 1605, 1736]
devisen-continuation: [822, 92, 1219, 254]
table-row: Hyp. Bank,: [102, 850, 170, 859]
table-row: Dresd. Bank 184.— 185.50 leben...... 175.75 173.—: [462, 550, 719, 559]
table-row: Goldrente A .. —.— —.— Schöll.Stahl 1.60 1.60: [102, 523, 355, 533]
table-row: Komerc. B. 5.50 5.25 Trifailer .. 40.60 40.60: [102, 878, 350, 887]
table-row: Dessauer Gas 135.— 131.25 J. D. Riedel 170.— 160.—: [462, 867, 719, 876]
schwein-text: Prag, 17. Jänner. Auf den heutigen Markt wurden 4371 Schweine aufgetrieben, und zwar: 867 inländische Schweine zu 9.60; 2677 ungarische Schweine von 9 bis 10.60, 34 südslawische Schweine von 8.60 bis 9.20; 35 rumänische Schweine von 9.80 bis 10.40, 858 polnische Schweine von 9.40 bis 10.25 K. Tendenz flau. Für Bakonyer mittelmäßig.: [1231, 1761, 1605, 1840]
table-row: Feber 18.5 1/2 18.5 1/4 —: [822, 628, 1062, 639]
table-row: Dynamit Telephon Fabr. 82.— 82.—: [462, 972, 724, 982]
table-row: Türkenlose 45.10 45.10 Stölzle..... 30.— 29.30: [102, 677, 359, 686]
table-row: Anusig-Tepl —.— —.— Daimler .... —.— —.—: [102, 994, 341, 1003]
table-row: April 18.8 1/4 18.7 3/4 —: [822, 654, 1062, 666]
zucker-ny-heading: Zucker.: [1394, 1084, 1442, 1098]
table-row: Bergmann ... kämmerei.. —.— —.—: [462, 704, 715, 713]
table-row: Lemberg Cz. 84.50 84.— Manosichek 14.40 14.40: [102, 1070, 341, 1079]
masthead: [101, 48, 1607, 83]
table-row: Aussig.chem. —.— —.— Cosmanos ... 22.30 22.30: [102, 1233, 350, 1243]
table-header: 17/1. 15/1. 17/1. 15/1.: [462, 270, 706, 280]
table-row: Reichsbank.. 180.25 179.50 Kattowitzer: [462, 579, 647, 589]
table-row: Pf. obl. em.. —.— —.— St..... 40.— 40.—: [102, 638, 350, 648]
metalle-text: New York, 17. Jänner. Schluß. Zinn prompt 67.25, Blei für März 68.12, Blei prompt 7.85, Zink prompt 7.12 (7.08), Kupfer Elektrol. prompt niedriger 13.37, höher 13.50 (13.87).: [1231, 1165, 1605, 1204]
table-header: 17/1 15/1 17/1 15/1: [102, 454, 346, 464]
london-article: [822, 565, 1219, 706]
zucker-ny-article: [1231, 1085, 1605, 1140]
table-row: Centralbod. —.— —.— Salgo....... 72.40 72.60: [102, 840, 355, 849]
table-row: Stimmung flauer.: [822, 694, 916, 705]
table-row: Katatsaban. 47.20 46.60 Schoeller .. —.— —.—: [102, 1118, 341, 1127]
table-row: österr. —.— —.— Berg. u. H. —.— —.—: [102, 821, 346, 830]
table-row: pohl ... —.— —.— Holzverein. 39.58 39.10: [102, 696, 355, 705]
table-row: Schnitzer .... Bergbau .. 180.50 174.50: [462, 589, 719, 598]
table-row: Südbahn..... —.— —.— Heinrichsth. —.— —.—: [102, 1137, 341, 1147]
table-row: Feinst.Stahl —.— —.— T.P.G. .... 2.— 2.—: [102, 1435, 337, 1444]
wien-article: [102, 98, 450, 411]
table-row: Wr. Bankver. 6.90 6.90 Bankg...... —.— —.—: [102, 955, 346, 964]
table-row: Charlbg. Rheinmetall 77.50 74.50: [462, 819, 724, 828]
table-row: Co........: [462, 800, 526, 809]
pressburg-article: [822, 948, 1219, 1116]
kabel-heading: Amerikanische Kabelkurse.: [1304, 98, 1532, 159]
fleisch-text: Prag, 17. Jänner. Auf den heutigen Prager Fleischmarkt wurden gebracht und verkauft (in K): 809 Schöpse per 1 Kg. 15 bis 15.50, 470 Kälber per 1 Kg. 11 bis 13.50, 199 Schweine per 1 Kg. 11 bis 11.50 und 5 Stück bis 12.20 K. 7 Ochsen per 1 Kg. 11 bis 13, Schlachtvieh 1 Kg. 11 bis 13.50. 7 Ziegen von 5 bis 9 K, 1107 ländliche Schweine per 1 Kg. 10.50 bis 12.50 und 12 bis 17, 1 Kg. Lebendgewicht ohne Verzehrungssteuer. Markt lebhaft, Preise fest.: [822, 1516, 1219, 1609]
table-row: Kabelfabrik: [102, 1464, 166, 1473]
newyork-text-2: New York, 17. Jänner. U. S. Steel Corporation 5proz. 167.37, Canadian Pacific 167.62, Pennsylvania 52.75, Annaconda Copper 47.25, Baldwin Lok. Work 145.—, Bethlehem Steel Corp. 48.37, General Electric 82.87, General Motors 147.62, Royal Dutch 51.37, Stand. Oil Co. N. Jersey 38.25, U. S. Rubber 59.—, U. S. Steel Comm. 150.—, Utah Copper 115.50, Umsatz 1,760.000, 7proz. Dawesanleihe 107.37, 7.5proz. Ungar. Anleihe 1944 104.—, 6proz. W. E. C. 1945 116.—, 7proz. Anleihe Prag 103.75, 7.5proz. Tschsl. Anleihe 105.75, 7.5proz. Anleihe Prags 104.—.: [462, 1236, 810, 1355]
table-row: Österr.Kred. —.— —.— bearbeitg. —.— —.—: [102, 763, 346, 772]
berlin-table-note: Reichsanleihe 1 abgeb 23.12 (25.87), 4% Kriegs-Anl. 14.25 (17.—), ehem. Geckner 140.— (135.25), Dawestransch. 132.— (141.50), Mitgaldoxel 98.— (104.50), 4 1/2proz. Sbwot. Kalinke 126.50, Sodatt, Porzellan 93.75 (74.75), Orfelb. Draft 94.75 (84.75).: [462, 1071, 810, 1114]
table-row: Eskomptebk. 12.60 12.60 Oberumn.: [102, 811, 291, 820]
table-row: Bodenkred.: [102, 715, 174, 724]
table-row: Maschinen: [102, 984, 283, 993]
table-row: Canada Pacif. 25.60 25.60 Waggon.... 26.75 26.50: [462, 368, 710, 377]
table-row: schinenbau 145.25 143.— Heg.Gaslei. 144.50 145.75: [462, 752, 719, 761]
table-row: Länderbank 14.75 14.60 Urikanyl ... 175.— 175.50: [102, 888, 359, 897]
table-row: Stamm. .. 174.— 170.5: [462, 1059, 719, 1068]
table-row: d.Spark. —.— —.— Hols-: [102, 744, 291, 753]
table-row: Adria..... 85.85 85.50 Böhm.Glas —.— —.—: [102, 667, 350, 676]
table-row: Lieferungen 176.— 173.50 Westeregeln 177.— 177.50: [462, 1001, 719, 1011]
table-row: renten ... —.— —.— Ung.Union.. 5.56 5.60: [102, 571, 350, 581]
kaffee-heading: Kaffee.: [1395, 1006, 1441, 1020]
table-row: Tägl. Geld .. 3.9% 3.5% Farbenindust. 339.50 328.—: [462, 282, 715, 291]
schwein-article: [1231, 1746, 1605, 1842]
table-row: Bochum Guß- Orenstein u.: [462, 771, 647, 780]
column-3: [822, 92, 1219, 2201]
table-row: lant. Telegr. 128.50 125.— Scheidemand. 37.50 37.25: [462, 886, 719, 895]
metalle-article: [1231, 1150, 1605, 1205]
zucker-article: [822, 333, 1219, 555]
column-4: [1231, 92, 1605, 1497]
table-row: Nobel .... 184.— 183.50 Leonhard .. 70.75 69.50: [462, 982, 719, 991]
table-row: Deutsch. Ampf. merson ... 123.— 119.50: [462, 397, 715, 406]
table-row: Krupp-Berns. 13.50 13.50 am Eml 3.11 3.15: [102, 1492, 328, 1502]
london-table: [822, 614, 1219, 706]
paris-article: [1231, 275, 1605, 357]
table-row: Deutsch. Kali 182.25 177.75 Siemens u. H. 2.— 2.—: [462, 924, 715, 934]
table-row: Goldrente A .. 44.— 44.— Skodawerke. 146.50 143.50: [102, 533, 350, 542]
table-row: Deutsch. Bk. 195.— 191.— Kaliwerke .. 211.— 201.—: [462, 531, 719, 541]
table-row: österr. 21.60 20.50 Ofa Hols... —.— —.—: [102, 725, 350, 734]
